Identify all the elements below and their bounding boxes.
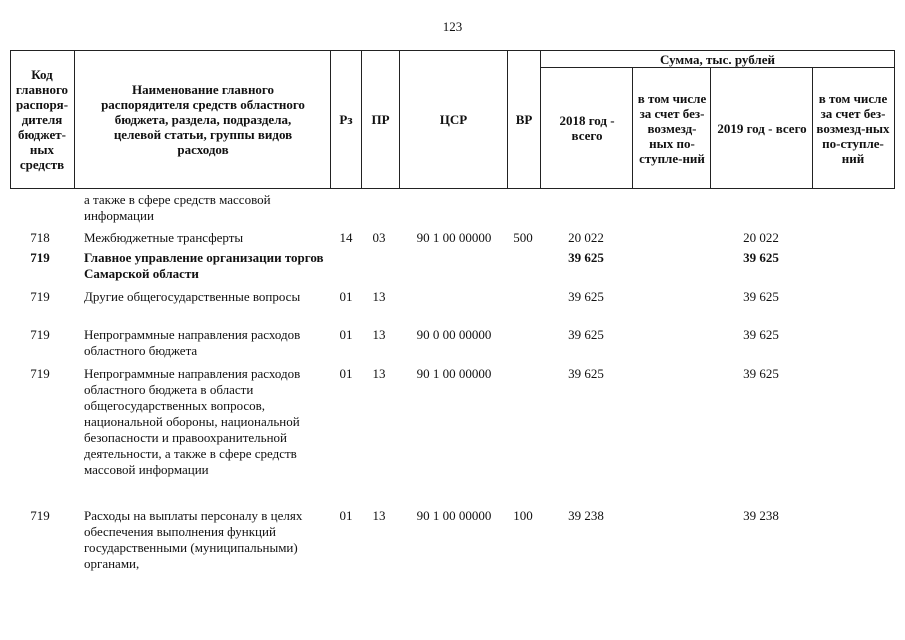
cell-vr: 100 xyxy=(513,508,533,523)
cell-name: а также в сфере средств массовой информации xyxy=(84,192,271,223)
page-number: 123 xyxy=(442,19,463,34)
cell-sum-2018: 39 625 xyxy=(568,289,604,304)
cell-rz: 01 xyxy=(339,327,353,342)
cell-csr: 90 0 00 00000 xyxy=(416,327,492,342)
header-2019-total: 2019 год - всего xyxy=(717,120,807,136)
cell-sum-2019: 20 022 xyxy=(743,230,779,245)
cell-name: Непрограммные направления расходов областного бюджета xyxy=(84,327,301,358)
cell-sum-2018: 20 022 xyxy=(568,230,604,245)
cell-vr: 500 xyxy=(513,230,533,245)
cell-sum-2019: 39 625 xyxy=(743,250,779,265)
cell-sum-2018: 39 625 xyxy=(568,250,604,265)
header-csr: ЦСР xyxy=(439,112,468,127)
header-divider xyxy=(540,50,541,189)
cell-code: 719 xyxy=(30,250,50,265)
header-2018-total: 2018 год - всего xyxy=(559,113,615,143)
cell-pr: 13 xyxy=(372,366,386,381)
header-divider xyxy=(812,67,813,189)
header-divider xyxy=(894,50,895,189)
header-rz: Рз xyxy=(339,112,353,127)
cell-pr: 13 xyxy=(372,327,386,342)
table-header xyxy=(0,0,905,190)
header-vr: ВР xyxy=(515,112,533,127)
header-2018-free: в том числе за счет без-возмезд-ных по-ступле-ний xyxy=(637,90,707,166)
cell-pr: 13 xyxy=(372,508,386,523)
cell-rz: 01 xyxy=(339,508,353,523)
cell-name: Межбюджетные трансферты xyxy=(84,230,244,245)
header-bottom-border xyxy=(10,188,895,189)
cell-sum-2018: 39 238 xyxy=(568,508,604,523)
header-sum: Сумма, тыс. рублей xyxy=(660,51,775,67)
header-divider xyxy=(74,50,75,189)
cell-csr: 90 1 00 00000 xyxy=(416,230,492,245)
header-name: Наименование главного распорядителя средств областного бюджета, раздела, подраздела, целевой статьи, группы видов расходов xyxy=(101,82,305,157)
cell-rz: 01 xyxy=(339,289,353,304)
cell-pr: 03 xyxy=(372,230,386,245)
cell-code: 719 xyxy=(30,508,50,523)
cell-sum-2019: 39 238 xyxy=(743,508,779,523)
cell-name: Непрограммные направления расходов областного бюджета в области общегосударственных вопросов, национальной обороны, национальной безопасности и правоохранительной деятельности, а также в сфере средств массовой информации xyxy=(84,366,301,477)
cell-name: Главное управление организации торгов Самарской области xyxy=(84,250,324,281)
cell-csr: 90 1 00 00000 xyxy=(416,508,492,523)
cell-code: 718 xyxy=(30,230,50,245)
cell-code: 719 xyxy=(30,366,50,381)
header-2019-free: в том числе за счет без-возмезд-ных по-ступле-ний xyxy=(816,90,890,166)
cell-code: 719 xyxy=(30,327,50,342)
cell-sum-2018: 39 625 xyxy=(568,327,604,342)
cell-pr: 13 xyxy=(372,289,386,304)
cell-name: Другие общегосударственные вопросы xyxy=(84,289,301,304)
cell-sum-2019: 39 625 xyxy=(743,289,779,304)
cell-sum-2019: 39 625 xyxy=(743,327,779,342)
header-code: Код главного распоря-дителя бюджет-ных средств xyxy=(15,67,69,172)
cell-code: 719 xyxy=(30,289,50,304)
cell-rz: 01 xyxy=(339,366,353,381)
cell-name: Расходы на выплаты персоналу в целях обеспечения выполнения функций государственными (муниципальными) органами, xyxy=(84,508,303,571)
cell-sum-2019: 39 625 xyxy=(743,366,779,381)
header-divider xyxy=(710,67,711,189)
header-divider xyxy=(10,50,11,189)
cell-rz: 14 xyxy=(339,230,353,245)
cell-sum-2018: 39 625 xyxy=(568,366,604,381)
header-pr: ПР xyxy=(371,112,390,127)
cell-csr: 90 1 00 00000 xyxy=(416,366,492,381)
header-divider xyxy=(632,67,633,189)
